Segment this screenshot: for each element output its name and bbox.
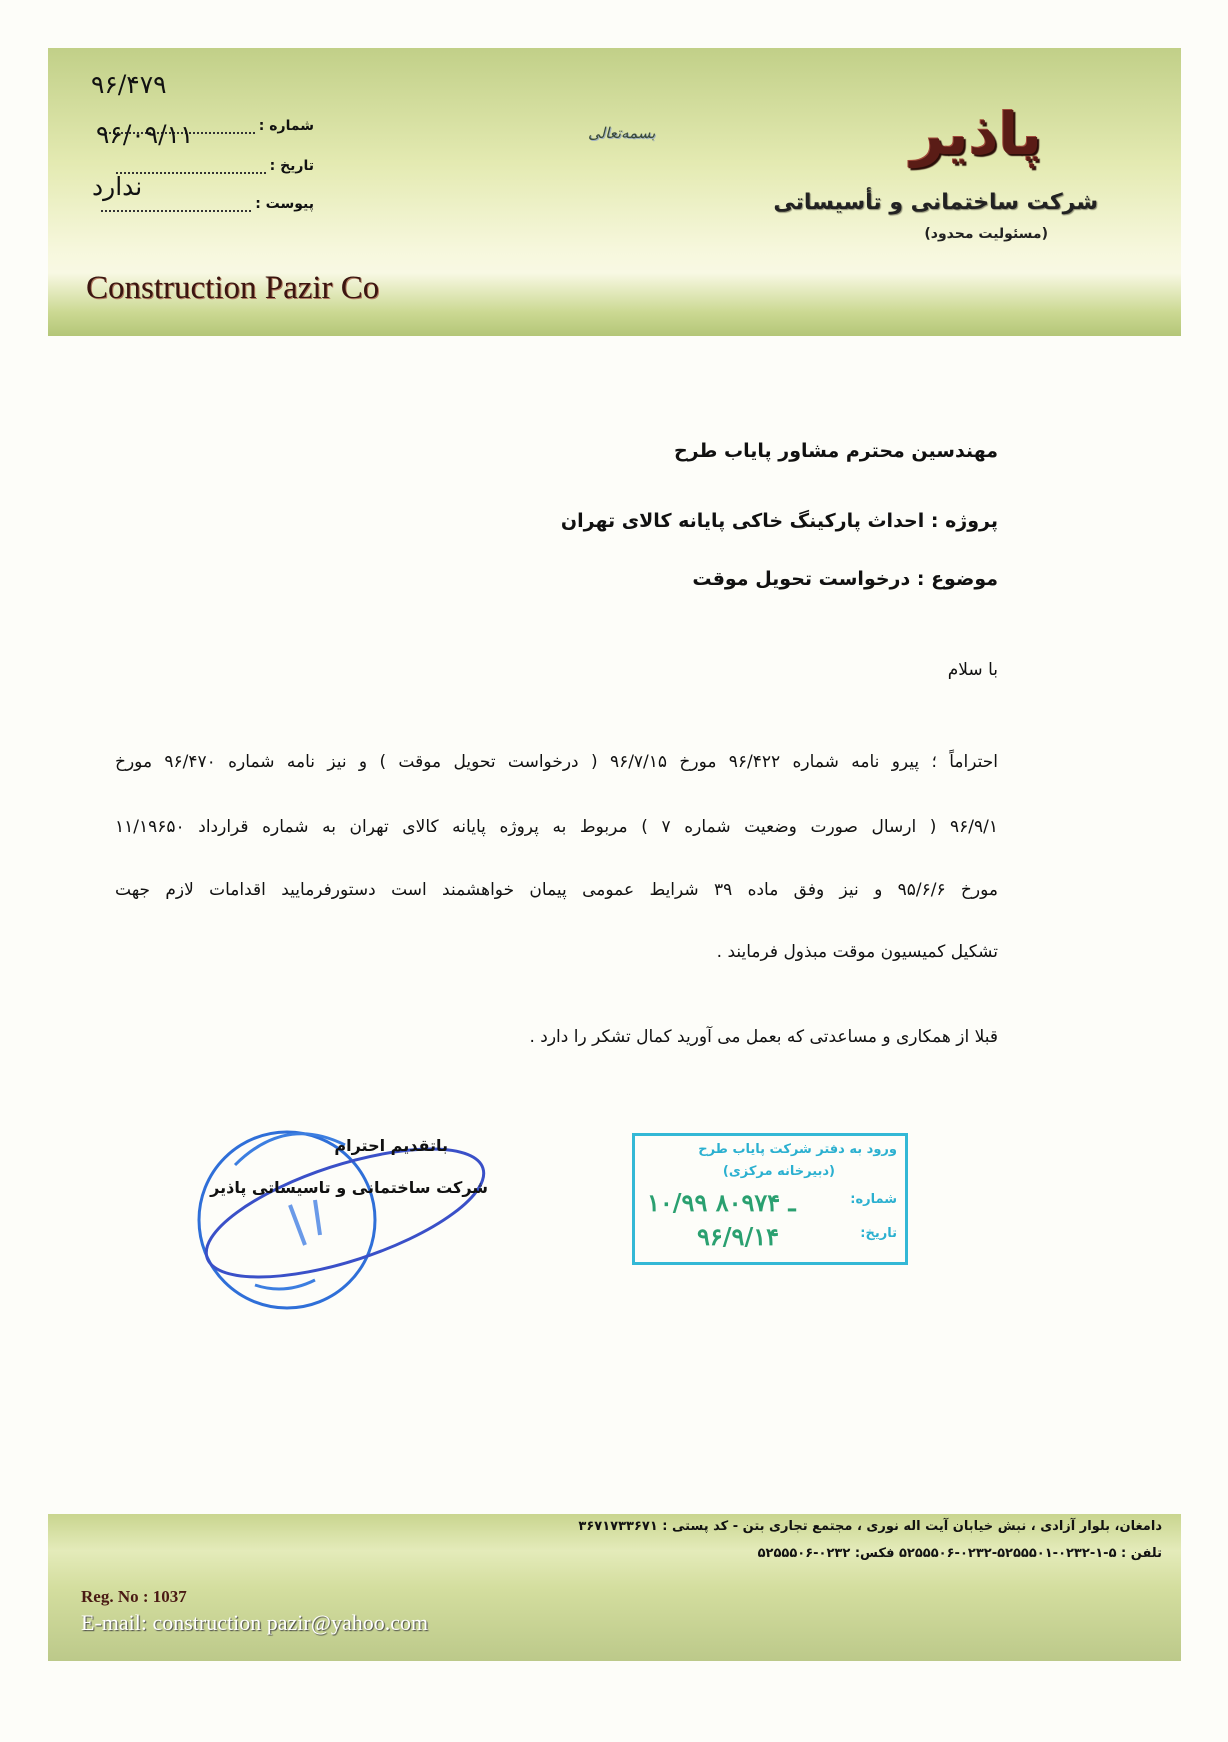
stamp-subtitle: (دبیرخانه مرکزی) [722, 1164, 835, 1179]
letter-date-label: تاریخ : [269, 158, 314, 174]
attachment-value: ندارد [92, 172, 143, 201]
company-seal [195, 1085, 500, 1310]
project-line: پروژه : احداث پارکینگ خاکی پایانه کالای تهران [560, 510, 998, 532]
invocation-text: بسمه‌تعالی [588, 124, 656, 142]
company-name-fa: شرکت ساختمانی و تأسیساتی [773, 190, 1098, 215]
paragraph-line: تشکیل کمیسیون موقت مبذول فرمایند . [716, 942, 998, 962]
seal-script [290, 1200, 320, 1245]
attachment-field [101, 196, 314, 212]
paragraph-line: احتراماً ؛ پیرو نامه شماره ۹۶/۴۲۲ مورخ ۹۶/۷/۱۵ ( درخواست تحویل موقت ) و نیز نامه شماره ۹۶/۴۷۰ مورخ [115, 752, 998, 772]
stamp-date-value: ۹۶/۹/۱۴ [697, 1222, 779, 1251]
recipient: مهندسین محترم مشاور پایاب طرح [673, 440, 998, 462]
letter-date-field [116, 158, 314, 174]
footer-address: دامغان، بلوار آزادی ، نبش خیابان آیت اله نوری ، مجتمع تجاری بتن - کد پستی : ۳۶۷۱۷۳۳۶۷۱ [578, 1519, 1162, 1534]
footer-band [48, 1514, 1181, 1661]
seal-script [255, 1280, 315, 1289]
company-logo: پاذیر [910, 100, 1042, 168]
footer-phone: تلفن : ۵-۱-۰۲۳۲-۵۲۵۵۵۰۱-۰۲۳۲-۵۲۵۵۵۰۶ فکس: ۰۲۳۲-۵۲۵۵۵۰۶ [757, 1546, 1162, 1561]
letter-number-label: شماره : [258, 118, 314, 134]
receipt-stamp [632, 1133, 908, 1265]
closing-line: قبلا از همکاری و مساعدتی که بعمل می آورید کمال تشکر را دارد . [529, 1027, 998, 1047]
registration-number: Reg. No : 1037 [81, 1587, 187, 1606]
company-name-en: Construction Pazir Co [86, 270, 380, 306]
attachment-label: پیوست : [255, 196, 314, 212]
letter-date-value: ۹۶/۰۹/۱۱ [96, 120, 194, 149]
paragraph-line: مورخ ۹۵/۶/۶ و نیز وفق ماده ۳۹ شرایط عمومی پیمان خواهشمند است دستورفرمایید اقدامات لازم جهت [115, 880, 998, 900]
dotted-line [101, 200, 251, 212]
paragraph-line: ۹۶/۹/۱ ( ارسال صورت وضعیت شماره ۷ ) مربوط به پروژه پایانه کالای تهران به شماره قرارداد ۱۱/۱۹۶۵۰ [115, 817, 998, 837]
stamp-date-label: تاریخ: [860, 1226, 897, 1241]
stamp-number-value: ۱۰/۹۹ ـ ۸۰۹۷۴ [647, 1188, 796, 1217]
footer-email: E-mail: construction pazir@yahoo.com [81, 1610, 429, 1635]
signature-line-2: شرکت ساختمانی و تاسیساتی پاذیر [210, 1178, 488, 1197]
subject-line: موضوع : درخواست تحویل موقت [692, 568, 998, 590]
greeting: با سلام [947, 660, 998, 680]
company-type: (مسئولیت محدود) [924, 226, 1048, 242]
stamp-number-label: شماره: [850, 1192, 897, 1207]
signature-line-1: باتقدیم احترام [334, 1136, 448, 1155]
stamp-title: ورود به دفتر شرکت پایاب طرح [698, 1142, 897, 1157]
letter-number-value: ۹۶/۴۷۹ [91, 70, 167, 99]
